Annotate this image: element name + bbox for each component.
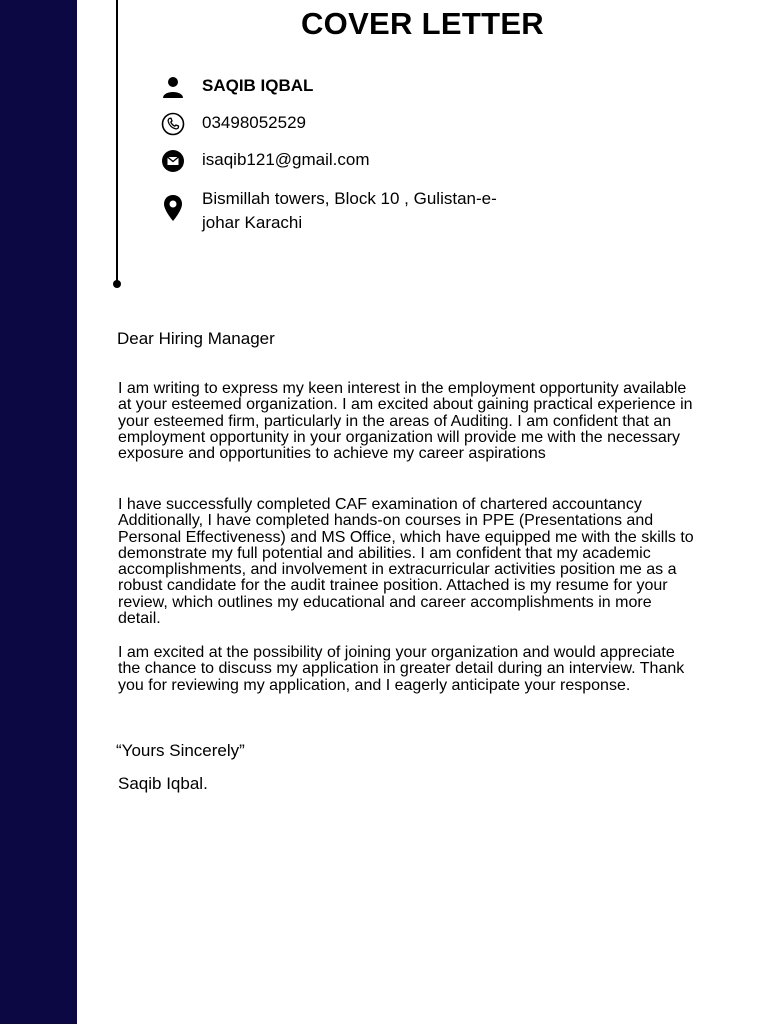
letter-paragraph-2: I have successfully completed CAF examination of chartered accountancy Additionally, I have completed hands-on courses in PPE (Presentations and Personal Effectiveness) and MS Office, which have equipped me with the skills to demonstrate my full potential and abilities. I am confident that my academic accomplishments, and involvement in extracurricular activities position me as a robust candidate for the audit trainee position. Attached is my resume for your review, which outlines my educational and career accomplishments in more detail. [118, 496, 694, 628]
contact-address [202, 187, 497, 235]
timeline-dot [113, 280, 121, 288]
contact-email-row [160, 148, 370, 174]
signature: Saqib Iqbal. [118, 774, 208, 793]
contact-name: SAQIB IQBAL [202, 76, 314, 95]
address-line-2: johar Karachi [202, 213, 303, 232]
contact-name-row [160, 74, 313, 100]
contact-phone-row [160, 111, 306, 137]
contact-address-row [160, 187, 497, 235]
page-title: COVER LETTER [300, 6, 544, 41]
mail-icon [160, 148, 186, 174]
timeline-line [116, 0, 118, 283]
letter-paragraph-3: I am excited at the possibility of joining your organization and would appreciate the chance to discuss my application in greater detail during an interview. Thank you for reviewing my application, and I eagerly anticipate your response. [118, 644, 685, 694]
contact-email[interactable]: isaqib121@gmail.com [202, 150, 370, 169]
address-line-1: Bismillah towers, Block 10 , Gulistan-e- [202, 189, 497, 208]
letter-paragraph-1: I am writing to express my keen interest in the employment opportunity available at your esteemed organization. I am excited about gaining practical experience in your esteemed firm, particularly in the areas of Auditing. I am confident that an employment opportunity in your organization will provide me with the necessary exposure and opportunities to achieve my career aspirations [118, 380, 693, 463]
person-icon [160, 74, 186, 100]
sidebar-band [0, 0, 77, 1024]
closing: “Yours Sincerely” [116, 741, 245, 760]
contact-phone: 03498052529 [202, 113, 307, 132]
location-pin-icon [160, 195, 186, 221]
salutation: Dear Hiring Manager [117, 329, 275, 348]
phone-icon [160, 111, 186, 137]
